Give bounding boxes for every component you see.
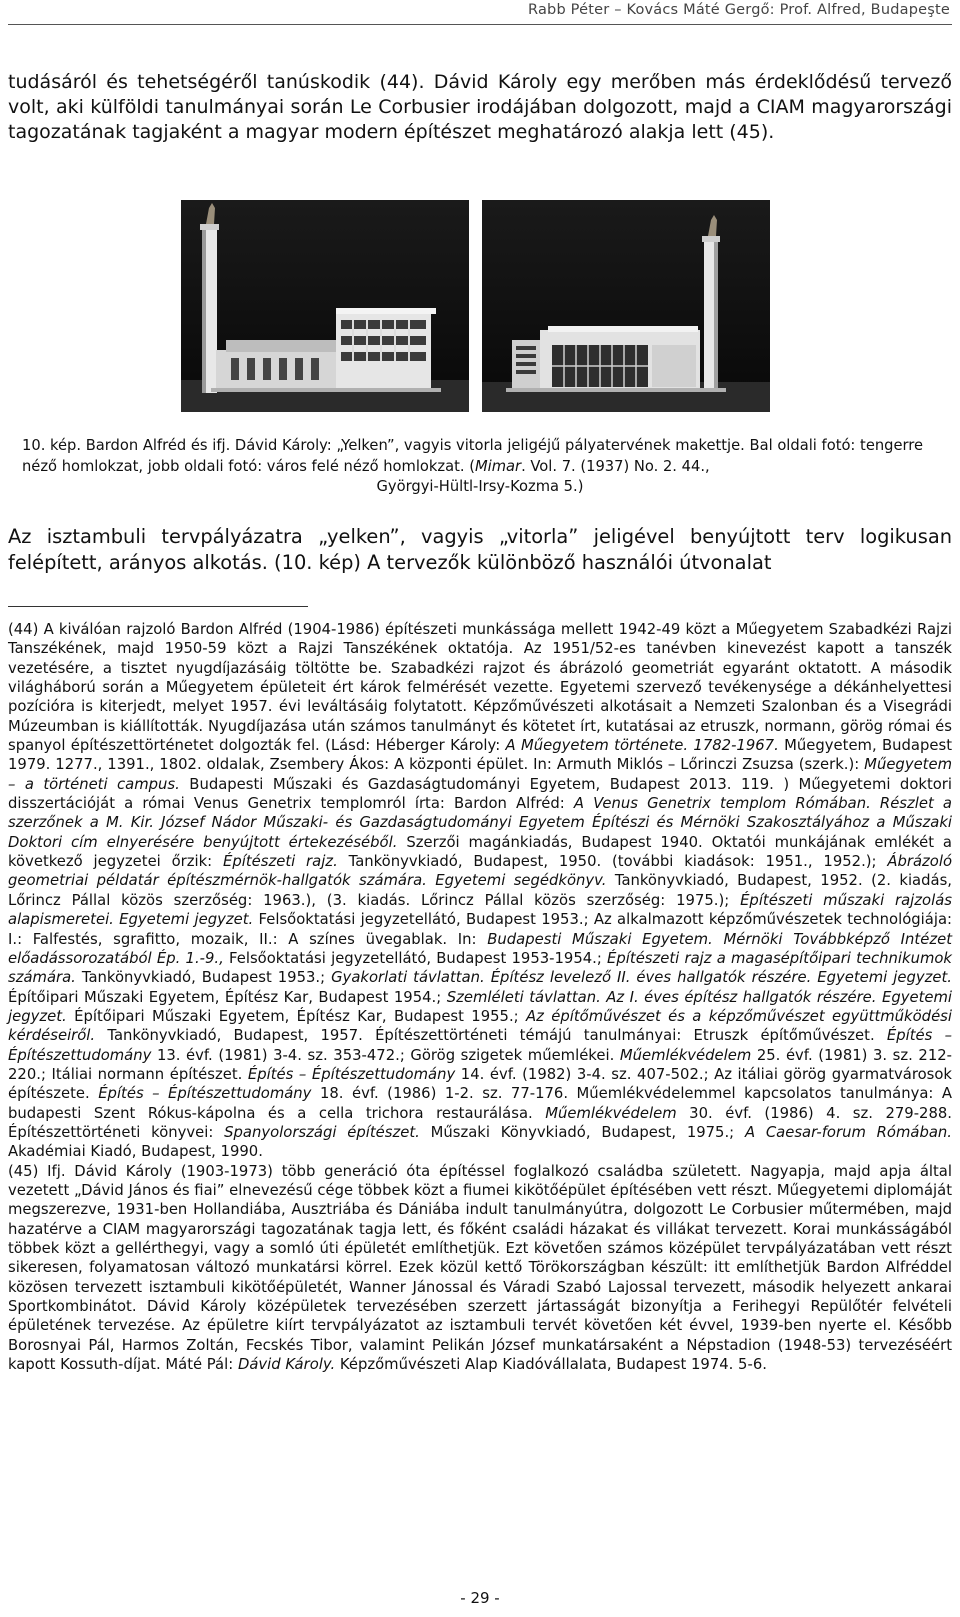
caption-lead: 10. kép. Bardon Alfréd és ifj. Dávid Károly: „Yelken”, vagyis vitorla jeligéjű pályatervének makettje. Bal oldali fotó: tengerre néző homlokzat, jobb oldali fotó: város felé néző homlokzat. ( xyxy=(22,437,924,475)
running-header: Rabb Péter – Kovács Máté Gergő: Prof. Alfred, Budapeşte xyxy=(528,2,950,18)
second-paragraph: Az isztambuli tervpályázatra „yelken”, vagyis „vitorla” jeligével benyújtott terv logikusan felépített, arányos alkotás. (10. kép) A tervezők különböző használói útvonalat xyxy=(8,525,952,574)
caption-body xyxy=(22,436,938,477)
figure-caption xyxy=(22,436,938,498)
footnote-separator xyxy=(8,606,308,607)
fn44-run-4: Budapesti Műszaki és Gazdaságtudományi Egyetem, Budapest 2013. 119. ) Műegyetemi doktori disszertációját a római Venus Genetrix templomról írta: Bardon Alfréd: xyxy=(8,775,952,813)
header-rule xyxy=(8,24,952,25)
fn44-run-9: Ábrázoló geometriai példatár építészmérnök-hallgatók számára. Egyetemi segédkönyv. xyxy=(8,853,952,890)
fn44-run-20: Építőipari Műszaki Egyetem, Építész Kar, Budapest 1955.; xyxy=(66,1007,527,1025)
fn44-run-5: A Venus Genetrix templom Rómában. Részlet a szerzőnek a M. Kir. József Nádor Műszaki- és Gazdaságtudományi Egyetem Építészi és Mérnöki Szakosztályához a Műszaki Doktori cím elnyerésére benyújtott értekezéséből. xyxy=(8,795,952,851)
fn44-run-25: Műemlékvédelem xyxy=(619,1046,752,1064)
footnote-44 xyxy=(8,620,952,1162)
caption-source: Mimar xyxy=(474,457,522,475)
fn44-run-29: Építés – Építészettudomány xyxy=(98,1085,312,1103)
fn44-run-10: Tankönyvkiadó, Budapest, 1952. (2. kiadás, Lőrincz Pállal közös szerzőség: 1963.), (3. kiadás. Lőrincz Pállal közös szerzőség: 1975.); xyxy=(8,872,952,909)
fn44-run-2: Műegyetem, Budapest 1979. 1277., 1391., 1802. oldalak, Zsembery Ákos: A központi épület. In: Armuth Miklós – Lőrinczi Zsuzsa (szerk.): xyxy=(8,737,953,774)
fn44-run-30: 18. évf. (1986) 1-2. sz. 77-176. Műemlékvédelemmel kapcsolatos tanulmánya: A budapesti Szent Rókus-kápolna és a cella trichora restaurálása. xyxy=(8,1085,952,1122)
fn44-run-21: Az építőművészet és a képzőművészet együttműködési kérdéseiről. xyxy=(8,1007,952,1045)
fn44-run-7: Építészeti rajz. xyxy=(222,853,338,871)
model-photo-city-facing xyxy=(482,200,770,412)
fn44-run-3: Műegyetem – a történeti campus. xyxy=(8,756,952,793)
fn45-run-0: (45) Ifj. Dávid Károly (1903-1973) több generáció óta építéssel foglalkozó családba született. Nagyapja, majd apja által vezetett „Dávid János és fiai” elnevezésű cége többek közt a fiumei kikötőépület építésében vett részt. Műegyetemi diplomáját megszerezve, 1931-ben Hollandiába, Ausztriába és Dániába indult tanulmányútra, dolgozott Le Corbusier műtermében, majd hazatérve a CIAM magyarországi tagozatának tagja lett, és főként családi házakat és villákat tervezett. Korai munkásságából többek közt a gellérthegyi, vagy a somló úti épületét említhetjük. Ezt követően számos középület tervpályázatában vett részt sikeresen, folyamatosan változó munkatársi körrel. Ezek közül kettő Törökországban készült: itt említhetjük Bardon Alfréddel közösen tervezett isztambuli kikötőépületét, Wanner Jánossal és Váradi Szabó Lajossal tervezett, második helyezett ankarai Sportkombinátot. Dávid Károly középületek tervezésében szerzett jártasságát bizonyítja a Ferihegyi Repülőtér felvételi épületének tervezése. Az épületre kiírt tervpályázatot az isztambuli tervét követően két évvel, 1939-ben nyerte el. Később Borosnyai Pál, Harmos Zoltán, Fecskés Tibor, valamint Pelikán József munkatársaként a Népstadion (1948-53) tervezéséért kapott Kossuth-díjat. Máté Pál: xyxy=(8,1162,953,1374)
fn44-run-15: Építészeti rajz a magasépítőipari technikumok számára. xyxy=(8,949,952,987)
fn44-run-23: Építés – Építészettudomány xyxy=(8,1027,952,1064)
fn44-run-24: 13. évf. (1981) 3-4. sz. 353-472.; Görög szigetek műemlékei. xyxy=(151,1046,620,1064)
model-city-facing-illustration xyxy=(482,200,770,412)
fn44-run-1: A Műegyetem története. 1782-1967. xyxy=(505,737,779,755)
fn45-run-1: Dávid Károly. xyxy=(237,1356,336,1374)
fn44-run-19: Szemléleti távlattan. Az I. éves építész hallgatók részére. Egyetemi jegyzet. xyxy=(8,988,953,1025)
fn44-run-6: Szerzői magánkiadás, Budapest 1940. Oktatói munkájának emlékét a következő jegyzetei őrzik: xyxy=(8,833,952,871)
fn44-run-16: Tankönyvkiadó, Budapest 1953.; xyxy=(75,969,332,987)
model-seaward-illustration xyxy=(181,200,469,412)
fn44-run-11: Építészeti műszaki rajzolás alapismeretei. Egyetemi jegyzet. xyxy=(8,891,952,929)
fn44-run-13: Budapesti Műszaki Egyetem. Mérnöki Továbbképző Intézet előadássorozatából Ép. 1.-9., xyxy=(8,930,952,967)
fn44-run-18: Építőipari Műszaki Egyetem, Építész Kar, Budapest 1954.; xyxy=(8,988,447,1006)
fn44-run-33: Spanyolországi építészet. xyxy=(224,1123,420,1141)
page-number: - 29 - xyxy=(460,1589,500,1607)
fn44-run-14: Felsőoktatási jegyzetellátó, Budapest 1953-1954.; xyxy=(223,949,608,967)
caption-mid: . Vol. 7. (1937) No. 2. 44., xyxy=(521,457,710,475)
footnote-45 xyxy=(8,1162,952,1375)
intro-paragraph: tudásáról és tehetségéről tanúskodik (44). Dávid Károly egy merőben más érdeklődésű tervező volt, aki külföldi tanulmányai során Le Corbusier irodájában dolgozott, majd a CIAM magyarországi tagozatának tagjaként a magyar modern építészet meghatározó alakja lett (45). xyxy=(8,71,952,143)
fn44-run-12: Felsőoktatási jegyzetellátó, Budapest 1953.; Az alkalmazott képzőművészetek technológiája: I.: Falfestés, sgrafitto, mozaik, II.: A színes üvegablak. In: xyxy=(8,911,952,948)
model-photo-seaward xyxy=(181,200,469,412)
fn44-run-17: Gyakorlati távlattan. Építész levelező II. éves hallgatók részére. Egyetemi jegyzet. xyxy=(331,969,953,987)
fn44-run-8: Tankönyvkiadó, Budapest, 1950. (további kiadások: 1951., 1952.); xyxy=(337,853,888,871)
fn44-run-22: Tankönyvkiadó, Budapest, 1957. Építészettörténeti témájú tanulmányai: Etruszk építőművészet. xyxy=(95,1027,887,1045)
fn44-run-28: 14. évf. (1982) 3-4. sz. 407-502.; Az itáliai görög gyarmatvárosok építészete. xyxy=(8,1065,952,1103)
caption-end: Györgyi-Hültl-Irsy-Kozma 5.) xyxy=(376,478,584,495)
fn44-run-0: (44) A kiválóan rajzoló Bardon Alfréd (1904-1986) építészeti munkássága mellett 1942-49 közt a Műegyetem Szabadkézi Rajzi Tanszékének, majd 1950-59 közt a Rajzi Tanszékének oktatója. Az 1951/52-es tanévben kinevezést kapott a tanszék vezetésére, a tisztet nyugdíjazásáig töltötte be. Szabadkézi rajzot és ábrázoló geometriát egyaránt oktatott. A második világháború során a Műegyetem épületeit ért károk felmérését vezette. Egyetemi szervező tevékenysége a dékánhelyettesi pozícióra is kiterjedt, melyet 1957. évi leváltásáig folytatott. Képzőművészeti alkotásait a Nemzeti Szalonban és a Visegrádi Múzeumban is kiállították. Nyugdíjazása után számos tanulmányt és kötetet írt, kutatásai az etruszk, normann, görög római és spanyol építészettörténetet dolgozták fel. (Lásd: Héberger Károly: xyxy=(8,621,952,755)
fn44-run-26: 25. évf. (1981) 3. sz. 212-220.; Itáliai normann építészet. xyxy=(8,1046,953,1083)
fn44-run-27: Építés – Építészettudomány xyxy=(247,1065,456,1083)
footnotes xyxy=(8,620,952,1374)
fn45-run-2: Képzőművészeti Alap Kiadóvállalata, Budapest 1974. 5-6. xyxy=(335,1356,767,1374)
fn44-run-31: Műemlékvédelem xyxy=(545,1104,677,1122)
fn44-run-36: Akadémiai Kiadó, Budapest, 1990. xyxy=(8,1143,263,1161)
fn44-run-34: Műszaki Könyvkiadó, Budapest, 1975.; xyxy=(419,1123,745,1141)
fn44-run-32: 30. évf. (1986) 4. sz. 279-288. Építészettörténeti könyvei: xyxy=(8,1104,952,1141)
fn44-run-35: A Caesar-forum Rómában. xyxy=(744,1123,952,1141)
